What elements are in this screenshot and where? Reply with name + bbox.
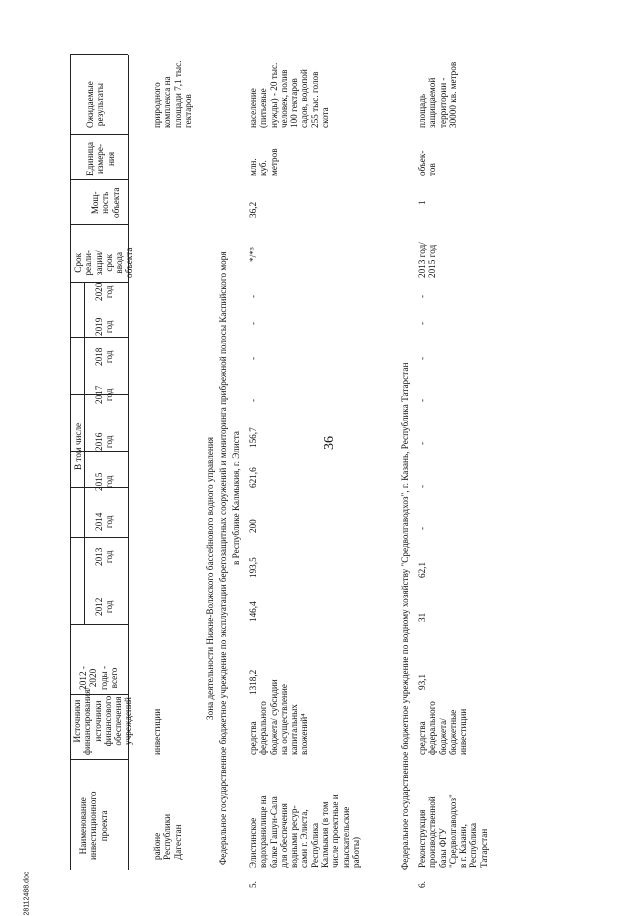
column-rule: [70, 134, 128, 135]
header-year-2016: 2016 год: [94, 432, 115, 451]
header-year-2020: 2020 год: [94, 282, 115, 301]
row6-2019: -: [417, 321, 427, 325]
row5-power: 36,2: [248, 201, 258, 218]
header-year-2013: 2013 год: [94, 547, 115, 566]
header-year-2015: 2015 год: [94, 472, 115, 491]
section-location-title: в Республике Калмыкия, г. Элиста: [231, 431, 241, 565]
row6-2014: -: [417, 526, 427, 530]
header-year-2019: 2019 год: [94, 317, 115, 336]
header-sources: Источники финансирования/ источники финансового обеспечения учреждений: [72, 687, 134, 755]
row5-source: средства федерального бюджета/ субсидии на осуществление капитальных вложений⁴: [248, 679, 310, 755]
row6-source: средства федерального бюджета/ бюджетные инвестиции: [417, 701, 469, 755]
row5-total: 1318,2: [248, 669, 258, 695]
section-institution-title: Федеральное государственное бюджетное учреждение по эксплуатации берегозащитных сооружений и мониторинга прибрежной полосы Каспийского моря: [218, 251, 228, 865]
row6-total: 93,1: [417, 673, 427, 690]
page-number: 36: [322, 436, 337, 450]
column-rule: [70, 54, 128, 55]
header-year-2012: 2012 год: [94, 597, 115, 616]
section-zone-title: Зона деятельности Нижне-Волжского бассейнового водного управления: [205, 437, 215, 720]
column-rule: [70, 624, 128, 625]
header-year-2018: 2018 год: [94, 347, 115, 366]
row5-2018: -: [248, 356, 258, 360]
column-rule: [70, 537, 128, 538]
in-that-rule: [84, 283, 85, 625]
header-name: Наименование инвестиционного проекта: [78, 791, 109, 860]
row5-2017: -: [248, 398, 258, 402]
row6-2020: -: [417, 294, 427, 298]
header-power: Мощ- ность объекта: [90, 187, 121, 218]
column-rule: [70, 179, 128, 180]
row5-results: население (питьевые нужды) - 20 тыс. человек, полив 100 гектаров садов, водопой 255 тыс. голов скота: [248, 62, 331, 128]
row5-number: 5.: [248, 881, 258, 888]
column-rule: [70, 759, 128, 760]
column-rule: [70, 224, 128, 225]
column-rule: [70, 337, 128, 338]
row6-2017: -: [417, 398, 427, 402]
row6-unit: объек- тов: [417, 150, 438, 176]
header-in-that: В том числе: [73, 422, 83, 470]
row5-name: Элистинское водохранилище на балке Гашун-Сала для обеспечения водными ресур- сами г. Элиста, Республика Калмыкия (в том числе проектные и изыскательские работы): [248, 794, 361, 868]
header-results: Ожидаемые результаты: [85, 81, 106, 128]
row5-2015: 621,6: [248, 467, 258, 488]
row6-2015: -: [417, 484, 427, 488]
row6-name: Реконструкция производственной базы ФГУ "Средволгаводхоз" в г. Казани, Республика Татарстан: [417, 794, 489, 868]
header-year-2014: 2014 год: [94, 512, 115, 531]
row6-results: площадь защищаемой территории - 30000 кв. метров: [417, 61, 458, 128]
header-term: Срок реали- зации/ срок ввода объекта: [73, 247, 135, 278]
row6-2013: 62,1: [417, 561, 427, 578]
row5-2014: 200: [248, 519, 258, 533]
row6-2018: -: [417, 356, 427, 360]
row-top-results: природного комплекса на площади 7,1 тыс. гектаров: [152, 60, 193, 128]
document-code: 28112488.doc: [23, 871, 31, 916]
header-total: 2012 - 2020 годы - всего: [78, 665, 119, 690]
row5-2013: 193,5: [248, 557, 258, 578]
row6-number: 6.: [417, 881, 427, 888]
row5-2016: 156,7: [248, 427, 258, 448]
row5-2020: -: [248, 294, 258, 298]
row6-term: 2013 год/ 2015 год: [417, 242, 438, 278]
row5-2012: 146,4: [248, 601, 258, 622]
row6-2012: 31: [417, 612, 427, 622]
row-top-name: районе Республики Дагестан: [152, 813, 183, 860]
row5-2019: -: [248, 321, 258, 325]
header-unit: Единица измере- ния: [85, 141, 116, 176]
header-top-rule: [70, 55, 71, 870]
row6-2016: -: [417, 441, 427, 445]
section-institution-title-2: Федеральное государственное бюджетное учреждение по водному хозяйству "Средволгаводхоз", г. Казань, Республика Татарстан: [400, 362, 410, 870]
header-year-2017: 2017 год: [94, 385, 115, 404]
row6-power: 1: [417, 200, 427, 205]
row-top-source: инвестиции: [152, 708, 162, 755]
row5-term: */*⁵: [248, 247, 258, 262]
row5-unit: млн. куб. метров: [248, 148, 279, 176]
